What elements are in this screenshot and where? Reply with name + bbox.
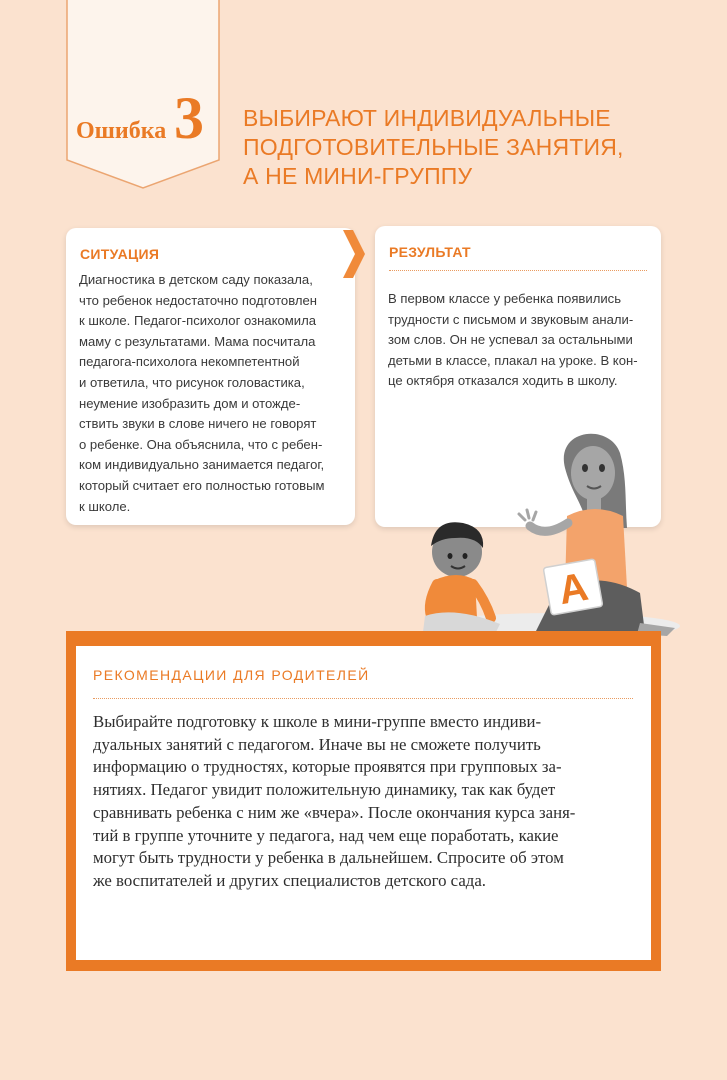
text-line: педагога-психолога некомпетентной <box>79 354 300 370</box>
situation-heading: СИТУАЦИЯ <box>80 246 160 262</box>
page-title <box>243 104 663 191</box>
teacher-child-illustration <box>405 428 680 642</box>
recommendations-heading: РЕКОМЕНДАЦИИ ДЛЯ РОДИТЕЛЕЙ <box>93 667 370 683</box>
text-line: В первом классе у ребенка появились <box>388 291 622 306</box>
text-line: что ребенок недостаточно подготовлен <box>79 292 318 308</box>
text-line: це октября отказался ходить в школу. <box>388 373 618 389</box>
text-line: трудности с письмом и звуковым анали- <box>388 311 634 327</box>
text-line: ствить звуки в слове ничего не говорят <box>79 416 317 432</box>
result-text <box>388 289 654 392</box>
title-line: ВЫБИРАЮТ ИНДИВИДУАЛЬНЫЕ <box>243 105 611 131</box>
recommendations-text <box>93 711 638 893</box>
situation-text <box>79 270 345 517</box>
badge-number: 3 <box>174 85 204 151</box>
arrow-right-icon <box>343 230 365 278</box>
text-line: к школе. <box>79 498 131 514</box>
text-line: могут быть трудности у ребенка в дальнейшем. Спросите об этом <box>93 848 564 868</box>
result-heading: РЕЗУЛЬТАТ <box>389 244 471 260</box>
text-line: маму с результатами. Мама посчитала <box>79 333 316 349</box>
text-line: неумение изобразить дом и отожде- <box>79 395 301 411</box>
result-divider <box>389 270 647 271</box>
text-line: дуальных занятий с педагогом. Иначе вы не сможете получить <box>93 734 541 754</box>
text-line: к школе. Педагог-психолог ознакомила <box>79 313 317 329</box>
text-line: зом слов. Он не успевал за остальными <box>388 332 633 348</box>
title-line: ПОДГОТОВИТЕЛЬНЫЕ ЗАНЯТИЯ, <box>243 134 624 160</box>
text-line: о ребенке. Она объяснила, что с ребен- <box>79 436 323 452</box>
card-letter: А <box>555 564 592 614</box>
text-line: Выбирайте подготовку к школе в мини-группе вместо индиви- <box>93 712 542 731</box>
text-line: который считает его полностью готовым <box>79 477 325 493</box>
mistake-badge <box>66 0 220 190</box>
letter-card <box>543 559 603 615</box>
badge-word: Ошибка <box>76 118 167 144</box>
text-line: детьми в классе, плакал на уроке. В кон- <box>388 352 638 368</box>
situation-card <box>66 228 355 525</box>
text-line: нятиях. Педагог увидит положительную динамику, так как будет <box>93 780 556 800</box>
recommendations-divider <box>93 698 633 699</box>
child-figure <box>423 522 500 634</box>
text-line: сравнивать ребенка с ним же «вчера». После окончания курса заня- <box>93 802 576 822</box>
text-line: Диагностика в детском саду показала, <box>79 272 313 287</box>
text-line: же воспитателей и других специалистов детского сада. <box>93 870 486 890</box>
text-line: и ответила, что рисунок головастика, <box>79 374 305 390</box>
text-line: информацию о трудностях, которые проявятся при групповых за- <box>93 757 562 777</box>
text-line: тий в группе уточните у педагога, над чем еще поработать, какие <box>93 825 559 845</box>
text-line: ком индивидуально занимается педагог, <box>79 457 325 473</box>
title-line: А НЕ МИНИ-ГРУППУ <box>243 163 473 189</box>
